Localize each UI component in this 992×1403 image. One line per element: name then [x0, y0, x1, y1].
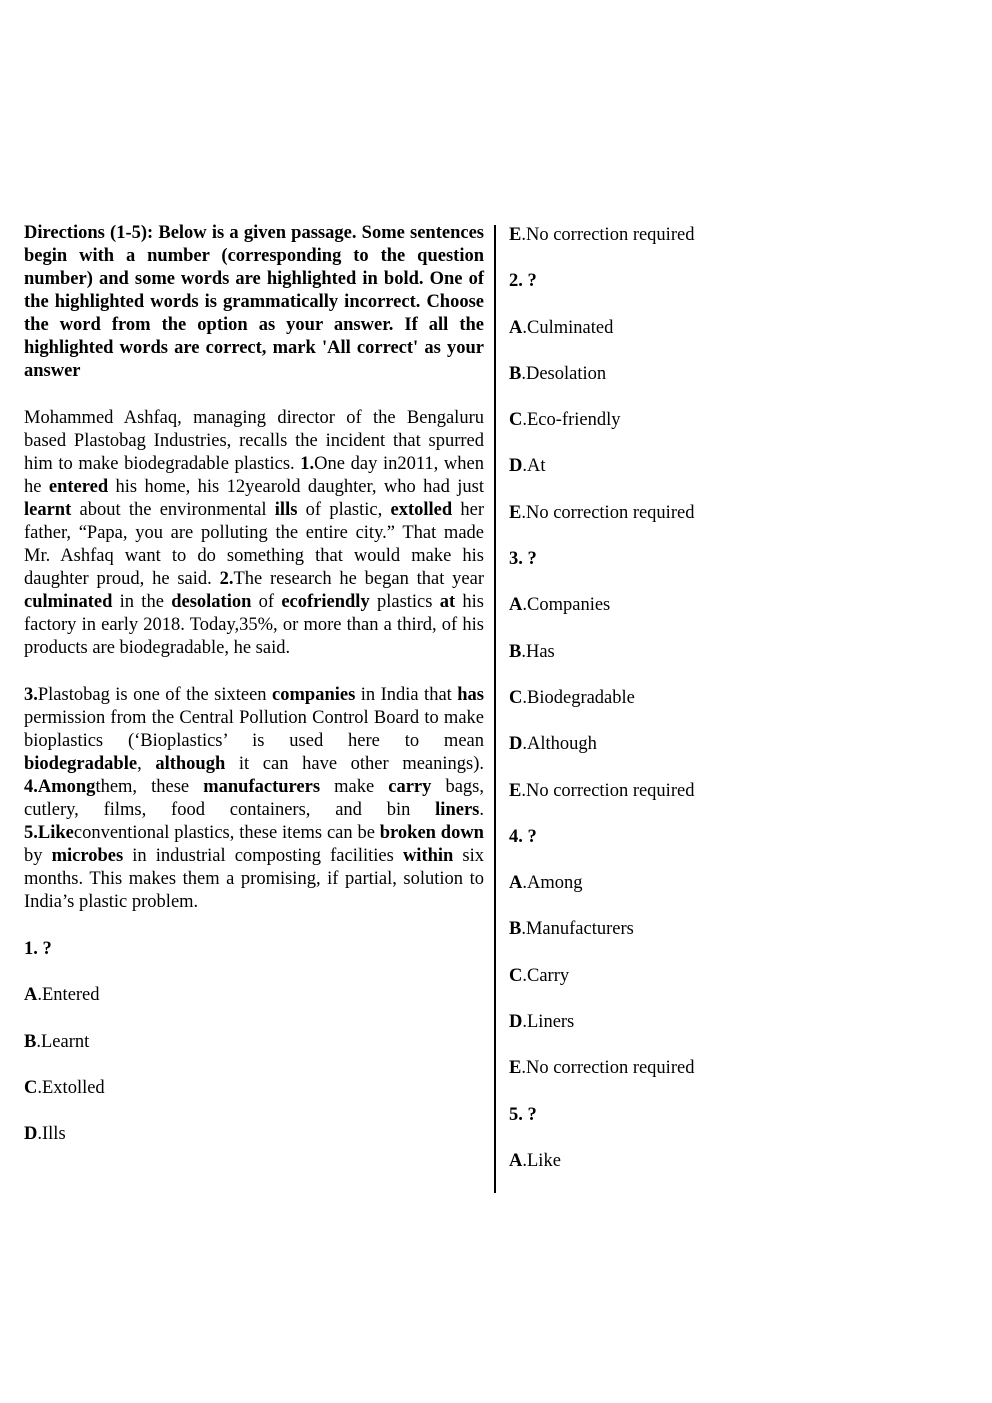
highlighted-text: entered: [48, 477, 109, 497]
answer-option-c[interactable]: [24, 1077, 484, 1123]
option-letter: A: [509, 873, 523, 894]
highlighted-text: ecofriendly: [281, 592, 370, 612]
passage-text: Mohammed Ashfaq, managing director of the Bengaluru based Plastobag Industries, recalls the incident that spurred him to make biodegradable plastics.: [24, 408, 484, 474]
option-letter: C: [24, 1077, 38, 1098]
highlighted-text: at: [439, 592, 456, 612]
passage-text: ,: [137, 754, 156, 774]
answer-option-b[interactable]: [24, 1031, 484, 1077]
question-1-options: [24, 938, 484, 1169]
answer-option-e[interactable]: [509, 224, 694, 270]
option-text: .Biodegradable: [522, 687, 635, 708]
option-letter: A: [509, 595, 523, 616]
option-letter: B: [24, 1031, 37, 1052]
highlighted-text: carry: [388, 777, 432, 797]
passage-text: by: [24, 846, 52, 866]
directions-text: [24, 222, 484, 383]
answer-option-d[interactable]: [509, 733, 694, 779]
passage-text: about the environmental: [71, 500, 275, 520]
option-letter: E: [509, 225, 522, 245]
highlighted-text: Directions (1-5): Below is a given passage. Some sentences begin with a number (corresponding to the question number) and some words are highlighted in bold. One of the highlighted words is grammatically incorrect. Choose the word from the option as your answer. If all the highlighted words are correct, mark 'All correct' as your answer: [24, 223, 484, 381]
option-letter: C: [509, 410, 523, 431]
answer-option-b[interactable]: [509, 363, 694, 409]
passage-paragraph-1: [24, 407, 484, 660]
option-text: .Has: [521, 641, 555, 662]
option-letter: A: [509, 317, 523, 338]
option-letter: D: [509, 1012, 523, 1033]
passage-text: Plastobag is one of the sixteen: [37, 685, 273, 705]
option-text: .No correction required: [521, 780, 695, 801]
passage-text: plastics: [369, 592, 440, 612]
highlighted-text: although: [155, 754, 226, 774]
answer-option-a[interactable]: [509, 872, 694, 918]
passage-text: in India that: [355, 685, 458, 705]
option-letter: D: [509, 456, 523, 477]
answer-option-e[interactable]: [509, 1057, 694, 1103]
option-letter: E: [509, 502, 522, 523]
highlighted-text: within: [402, 846, 454, 866]
option-text: .Carry: [522, 965, 570, 986]
option-text: .Although: [522, 734, 597, 755]
option-letter: B: [509, 363, 522, 384]
option-text: .Manufacturers: [521, 919, 634, 940]
answer-option-e[interactable]: [509, 502, 694, 548]
option-text: .Liners: [522, 1012, 575, 1033]
answer-option-a[interactable]: [24, 984, 484, 1030]
passage-text: them, these: [95, 777, 204, 797]
option-text: .No correction required: [521, 502, 695, 523]
option-text: .No correction required: [521, 225, 695, 245]
passage-text: of plastic,: [297, 500, 391, 520]
passage-text: six months. This makes them a promising, if partial, solution to India’s plastic problem.: [24, 846, 485, 912]
option-text: .No correction required: [521, 1058, 695, 1079]
question-number: 5. ?: [509, 1104, 537, 1125]
answer-option-c[interactable]: [509, 409, 694, 455]
option-letter: D: [509, 734, 523, 755]
highlighted-text: broken down: [379, 823, 484, 843]
highlighted-text: biodegradable: [24, 754, 138, 774]
option-letter: B: [509, 919, 522, 940]
left-column: [24, 222, 484, 1169]
passage-text: his home, his 12yearold daughter, who had just: [108, 477, 484, 497]
highlighted-text: 4.Among: [24, 777, 96, 797]
highlighted-text: microbes: [51, 846, 124, 866]
right-column: [509, 224, 694, 1196]
highlighted-text: ills: [274, 500, 298, 520]
highlighted-text: extolled: [390, 500, 453, 520]
option-letter: C: [509, 687, 523, 708]
passage-paragraph-2: [24, 684, 484, 914]
highlighted-text: companies: [272, 685, 356, 705]
passage-text: The research he began that year: [233, 569, 484, 589]
answer-option-e[interactable]: [509, 780, 694, 826]
highlighted-text: has: [457, 685, 484, 705]
passage-text: bags, cutlery, films, food containers, and bin: [24, 777, 484, 820]
answer-option-b[interactable]: [509, 641, 694, 687]
option-text: .Among: [522, 873, 583, 894]
option-text: .Learnt: [36, 1031, 90, 1052]
option-letter: A: [24, 985, 38, 1006]
highlighted-text: 5.Like: [24, 823, 74, 843]
question-number: 1. ?: [24, 939, 52, 959]
highlighted-text: learnt: [24, 500, 72, 520]
answer-option-d[interactable]: [509, 455, 694, 501]
question-number: 4. ?: [509, 826, 537, 847]
highlighted-text: manufacturers: [203, 777, 321, 797]
option-text: .Companies: [522, 595, 611, 616]
passage-text: make: [320, 777, 389, 797]
passage-text: permission from the Central Pollution Control Board to make bioplastics (‘Bioplastics’ is used here to mean: [24, 708, 484, 751]
highlighted-text: liners: [435, 800, 480, 820]
option-letter: D: [24, 1124, 38, 1145]
highlighted-text: desolation: [171, 592, 252, 612]
option-text: .At: [522, 456, 546, 477]
option-letter: E: [509, 780, 522, 801]
question-number: 3. ?: [509, 549, 537, 570]
passage-text: her father, “Papa, you are polluting the entire city.” That made Mr. Ashfaq want to do something that would make his daughter proud, he said.: [24, 500, 485, 589]
option-letter: E: [509, 1058, 522, 1079]
passage-text: his factory in early 2018. Today,35%, or more than a third, of his products are biodegradable, he said.: [24, 592, 485, 658]
column-divider: [494, 225, 496, 1193]
answer-option-a[interactable]: [509, 317, 694, 363]
option-letter: C: [509, 965, 523, 986]
passage-text: of: [251, 592, 282, 612]
option-letter: A: [509, 1150, 523, 1171]
highlighted-text: culminated: [24, 592, 113, 612]
highlighted-text: 3.: [24, 685, 38, 705]
answer-option-a[interactable]: [509, 1150, 694, 1196]
passage-text: it can have other meanings).: [225, 754, 485, 774]
answer-option-d[interactable]: [24, 1123, 484, 1169]
answer-option-c[interactable]: [509, 965, 694, 1011]
passage-text: .: [479, 800, 484, 820]
answer-option-d[interactable]: [509, 1011, 694, 1057]
option-text: .Culminated: [522, 317, 614, 338]
option-text: .Entered: [37, 985, 100, 1006]
question-number: 2. ?: [509, 271, 537, 292]
option-text: .Extolled: [37, 1077, 105, 1098]
option-text: .Like: [522, 1150, 561, 1171]
passage-text: in the: [112, 592, 172, 612]
option-text: .Ills: [37, 1124, 66, 1145]
passage-text: One day in2011, when he: [24, 454, 484, 497]
option-text: .Desolation: [521, 363, 607, 384]
answer-option-c[interactable]: [509, 687, 694, 733]
passage-text: in industrial composting facilities: [123, 846, 403, 866]
option-text: .Eco-friendly: [522, 410, 621, 431]
option-letter: B: [509, 641, 522, 662]
highlighted-text: 2.: [219, 569, 234, 589]
answer-option-a[interactable]: [509, 594, 694, 640]
highlighted-text: 1.: [300, 454, 315, 474]
answer-option-b[interactable]: [509, 918, 694, 964]
passage-text: conventional plastics, these items can be: [73, 823, 380, 843]
